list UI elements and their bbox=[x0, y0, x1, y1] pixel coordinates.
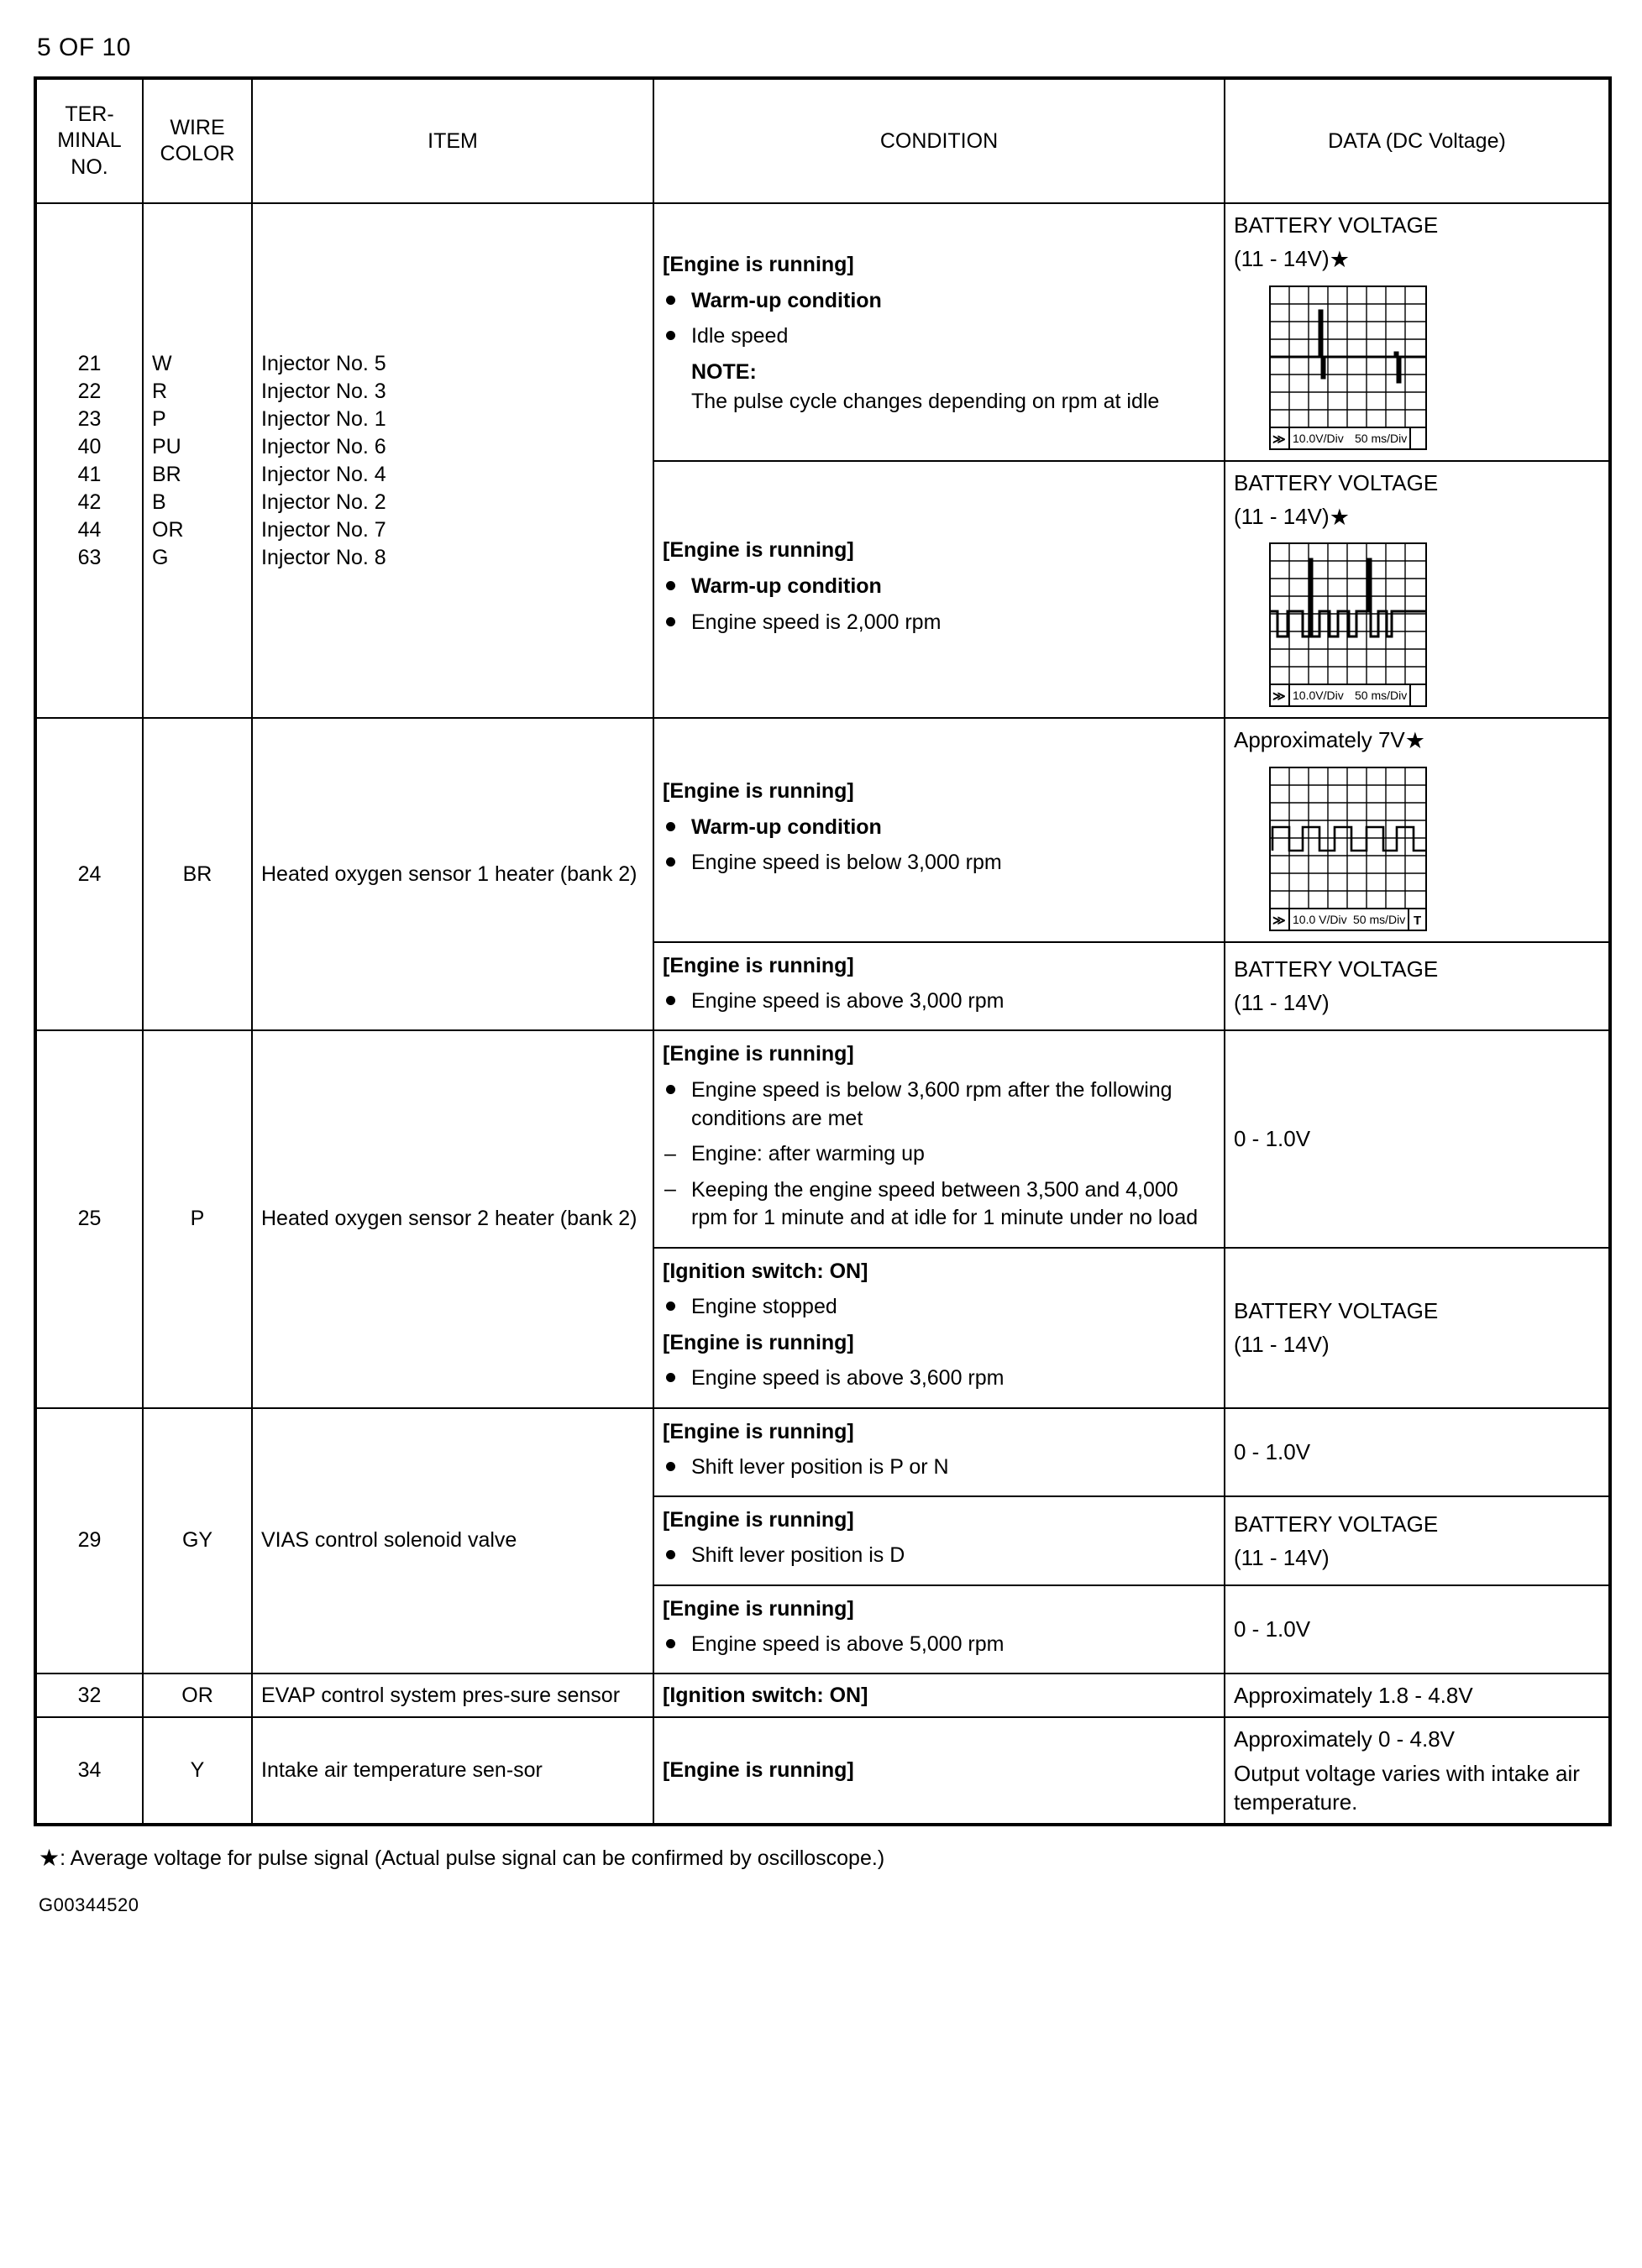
bullet-dot-icon bbox=[666, 1639, 675, 1648]
item-label: Injector No. 5 bbox=[261, 351, 386, 375]
condition-bullet-list bbox=[663, 1542, 1215, 1570]
bullet-dot-icon bbox=[666, 331, 675, 340]
item-label: Injector No. 2 bbox=[261, 490, 386, 514]
condition-subitem bbox=[663, 1140, 1215, 1169]
terminal-spec-table bbox=[34, 76, 1612, 1826]
condition-bullet-text: Idle speed bbox=[691, 324, 789, 348]
oscilloscope-figure bbox=[1269, 285, 1447, 450]
condition-bullet-text: Engine speed is above 3,000 rpm bbox=[691, 988, 1005, 1013]
condition-cell bbox=[653, 1717, 1225, 1825]
item-label: Injector No. 6 bbox=[261, 434, 386, 458]
data-voltage-range: (11 - 14V) bbox=[1234, 246, 1330, 272]
condition-bullet bbox=[663, 573, 1215, 601]
condition-cell bbox=[653, 1585, 1225, 1674]
terminal-no: 34 bbox=[35, 1717, 143, 1825]
data-title: 0 - 1.0V bbox=[1234, 1126, 1311, 1152]
item-label: Injector No. 1 bbox=[261, 406, 386, 431]
scope-time-label: 50 ms/Div bbox=[1355, 689, 1408, 703]
condition-bullet bbox=[663, 814, 1215, 842]
wire-color: B bbox=[152, 490, 166, 514]
condition-bullet bbox=[663, 322, 1215, 351]
wire-color: GY bbox=[143, 1408, 252, 1674]
condition-heading: [Engine is running] bbox=[663, 1758, 854, 1783]
terminal-no: 23 bbox=[77, 406, 102, 431]
condition-bullet-list bbox=[663, 1293, 1215, 1322]
terminal-no: 25 bbox=[35, 1030, 143, 1408]
condition-subitem bbox=[663, 1176, 1215, 1233]
data-title: BATTERY VOLTAGE bbox=[1234, 469, 1439, 495]
terminal-no: 21 bbox=[77, 351, 102, 375]
condition-heading-secondary: [Engine is running] bbox=[663, 1331, 854, 1355]
condition-bullet bbox=[663, 1364, 1215, 1393]
table-row bbox=[35, 203, 1610, 461]
table-row bbox=[35, 1030, 1610, 1248]
condition-bullet-text: Warm-up condition bbox=[691, 574, 882, 599]
bullet-dot-icon bbox=[666, 581, 675, 590]
data-cell bbox=[1225, 461, 1610, 719]
condition-heading: [Ignition switch: ON] bbox=[663, 1683, 868, 1707]
condition-heading: [Ignition switch: ON] bbox=[663, 1259, 868, 1283]
bullet-dot-icon bbox=[666, 1550, 675, 1559]
page-label: 5 OF 10 bbox=[37, 34, 131, 61]
scope-arrow-icon: ≫ bbox=[1272, 689, 1286, 704]
wire-color: P bbox=[152, 406, 166, 431]
condition-cell bbox=[653, 461, 1225, 719]
data-title: Approximately 0 - 4.8V bbox=[1234, 1726, 1456, 1752]
condition-bullet-text: Engine speed is 2,000 rpm bbox=[691, 610, 942, 634]
data-approx-value: Approximately 7V bbox=[1234, 727, 1405, 753]
bullet-dot-icon bbox=[666, 857, 675, 867]
wire-color: BR bbox=[152, 462, 181, 486]
oscilloscope-figure bbox=[1269, 767, 1447, 931]
bullet-dot-icon bbox=[666, 996, 675, 1005]
table-row bbox=[35, 1674, 1610, 1717]
condition-bullet bbox=[663, 1076, 1215, 1133]
condition-bullet bbox=[663, 1454, 1215, 1482]
data-cell bbox=[1225, 1248, 1610, 1408]
header-data: DATA (DC Voltage) bbox=[1225, 78, 1610, 203]
data-cell bbox=[1225, 1496, 1610, 1585]
terminal-no: 22 bbox=[77, 379, 102, 403]
terminal-no: 44 bbox=[77, 517, 102, 542]
condition-heading: [Engine is running] bbox=[663, 1596, 854, 1621]
data-title: 0 - 1.0V bbox=[1234, 1439, 1311, 1465]
data-cell bbox=[1225, 1717, 1610, 1825]
wire-color: G bbox=[152, 545, 169, 569]
condition-cell bbox=[653, 1674, 1225, 1717]
terminal-no: 40 bbox=[77, 434, 102, 458]
bullet-dot-icon bbox=[666, 1302, 675, 1311]
data-subtitle bbox=[1234, 244, 1600, 273]
item-label: Injector No. 4 bbox=[261, 462, 386, 486]
table-row bbox=[35, 1717, 1610, 1825]
scope-volts-label: 10.0V/Div bbox=[1293, 689, 1344, 703]
scope-svg bbox=[1269, 767, 1447, 931]
terminal-no: 32 bbox=[35, 1674, 143, 1717]
condition-bullet-list bbox=[663, 1076, 1215, 1233]
condition-bullet bbox=[663, 1542, 1215, 1570]
header-terminal-line2: MINAL bbox=[57, 128, 122, 153]
condition-cell bbox=[653, 942, 1225, 1031]
data-title bbox=[1234, 725, 1600, 754]
condition-bullet bbox=[663, 1293, 1215, 1322]
terminal-no: 41 bbox=[77, 462, 102, 486]
data-title: 0 - 1.0V bbox=[1234, 1616, 1311, 1642]
condition-bullet-list bbox=[663, 814, 1215, 877]
scope-trigger-label: T bbox=[1414, 913, 1422, 928]
item-label: VIAS control solenoid valve bbox=[252, 1408, 653, 1674]
data-cell bbox=[1225, 942, 1610, 1031]
header-condition: CONDITION bbox=[653, 78, 1225, 203]
bullet-dot-icon bbox=[666, 822, 675, 831]
data-cell bbox=[1225, 1674, 1610, 1717]
item-label: Heated oxygen sensor 1 heater (bank 2) bbox=[252, 718, 653, 1030]
terminal-no: 29 bbox=[35, 1408, 143, 1674]
item-label: Injector No. 8 bbox=[261, 545, 386, 569]
bullet-dot-icon bbox=[666, 1462, 675, 1471]
condition-heading: [Engine is running] bbox=[663, 1042, 854, 1066]
data-cell bbox=[1225, 1030, 1610, 1248]
header-terminal-line3: NO. bbox=[71, 155, 108, 179]
bullet-dot-icon bbox=[666, 1085, 675, 1094]
condition-cell bbox=[653, 1030, 1225, 1248]
condition-bullet bbox=[663, 987, 1215, 1016]
condition-bullet-list bbox=[663, 1454, 1215, 1482]
data-title: BATTERY VOLTAGE bbox=[1234, 956, 1439, 982]
note-block bbox=[663, 359, 1215, 416]
wire-color: PU bbox=[152, 434, 181, 458]
wire-color-list bbox=[143, 203, 252, 718]
condition-heading: [Engine is running] bbox=[663, 252, 854, 276]
data-description: Output voltage varies with intake air temperature. bbox=[1234, 1760, 1580, 1815]
bullet-dot-icon bbox=[666, 617, 675, 626]
condition-bullet bbox=[663, 609, 1215, 637]
condition-bullet-text: Engine speed is below 3,000 rpm bbox=[691, 851, 1002, 875]
data-cell bbox=[1225, 718, 1610, 941]
condition-bullet-list bbox=[663, 1631, 1215, 1659]
condition-heading: [Engine is running] bbox=[663, 538, 854, 563]
scope-arrow-icon: ≫ bbox=[1272, 432, 1286, 447]
condition-bullet-text: Engine speed is below 3,600 rpm after the following conditions are met bbox=[691, 1078, 1172, 1130]
condition-heading: [Engine is running] bbox=[663, 1508, 854, 1532]
dash-marker-icon: – bbox=[664, 1141, 676, 1165]
scope-volts-label: 10.0V/Div bbox=[1293, 431, 1344, 445]
wire-color: OR bbox=[152, 517, 184, 542]
star-icon: ★ bbox=[39, 1845, 60, 1872]
data-voltage-range: (11 - 14V) bbox=[1234, 1332, 1330, 1358]
item-label: Injector No. 3 bbox=[261, 379, 386, 403]
header-wire-line2: COLOR bbox=[160, 142, 235, 165]
bullet-dot-icon bbox=[666, 296, 675, 305]
condition-cell bbox=[653, 1408, 1225, 1497]
wire-color: P bbox=[143, 1030, 252, 1408]
condition-bullet bbox=[663, 849, 1215, 877]
dash-marker-icon: – bbox=[664, 1177, 676, 1202]
terminal-no: 24 bbox=[35, 718, 143, 1030]
footnote-text: : Average voltage for pulse signal (Actual pulse signal can be confirmed by oscilloscope.) bbox=[60, 1846, 885, 1871]
note-title: NOTE: bbox=[691, 359, 757, 384]
table-header-row bbox=[35, 78, 1610, 203]
condition-bullet-list-secondary bbox=[663, 1364, 1215, 1393]
condition-cell bbox=[653, 203, 1225, 461]
condition-bullet-text: Shift lever position is P or N bbox=[691, 1454, 949, 1479]
header-item: ITEM bbox=[252, 78, 653, 203]
scope-volts-label: 10.0 V/Div bbox=[1293, 912, 1347, 926]
wire-color: R bbox=[152, 379, 168, 403]
star-icon: ★ bbox=[1329, 504, 1350, 530]
data-subtitle bbox=[1234, 502, 1600, 531]
bullet-dot-icon bbox=[666, 1373, 675, 1382]
data-title: BATTERY VOLTAGE bbox=[1234, 1297, 1439, 1323]
condition-bullet-text: Engine speed is above 5,000 rpm bbox=[691, 1632, 1005, 1656]
data-title: Approximately 1.8 - 4.8V bbox=[1234, 1683, 1473, 1709]
header-terminal-line1: TER- bbox=[65, 102, 114, 127]
data-cell bbox=[1225, 203, 1610, 461]
condition-bullet-text: Warm-up condition bbox=[691, 288, 882, 312]
item-list bbox=[252, 203, 653, 718]
condition-bullet bbox=[663, 1631, 1215, 1659]
condition-bullet-list bbox=[663, 987, 1215, 1016]
data-title: BATTERY VOLTAGE bbox=[1234, 212, 1439, 238]
scope-time-label: 50 ms/Div bbox=[1355, 431, 1408, 445]
star-icon: ★ bbox=[1329, 247, 1350, 273]
condition-heading: [Engine is running] bbox=[663, 1419, 854, 1443]
condition-cell bbox=[653, 1248, 1225, 1408]
header-wire-line1: WIRE bbox=[170, 115, 225, 139]
condition-subitem-text: Keeping the engine speed between 3,500 and 4,000 rpm for 1 minute and at idle for 1 minute under no load bbox=[691, 1177, 1199, 1230]
condition-cell bbox=[653, 1496, 1225, 1585]
wire-color: Y bbox=[143, 1717, 252, 1825]
condition-bullet-text: Engine stopped bbox=[691, 1294, 837, 1318]
condition-bullet-list bbox=[663, 573, 1215, 636]
item-label: Intake air temperature sen-sor bbox=[252, 1717, 653, 1825]
star-icon: ★ bbox=[1404, 728, 1425, 754]
condition-bullet-text: Shift lever position is D bbox=[691, 1543, 905, 1568]
oscilloscope-figure bbox=[1269, 542, 1447, 707]
data-title: BATTERY VOLTAGE bbox=[1234, 1511, 1439, 1537]
condition-heading: [Engine is running] bbox=[663, 953, 854, 977]
wire-color: W bbox=[152, 351, 172, 375]
data-voltage-range: (11 - 14V) bbox=[1234, 503, 1330, 529]
scope-arrow-icon: ≫ bbox=[1272, 913, 1286, 928]
condition-cell bbox=[653, 718, 1225, 941]
item-label: EVAP control system pres-sure sensor bbox=[252, 1674, 653, 1717]
condition-bullet-text: Engine speed is above 3,600 rpm bbox=[691, 1366, 1005, 1391]
note-text: The pulse cycle changes depending on rpm at idle bbox=[691, 389, 1160, 413]
terminal-no: 42 bbox=[77, 490, 102, 514]
data-cell bbox=[1225, 1585, 1610, 1674]
terminal-no-list bbox=[35, 203, 143, 718]
condition-heading: [Engine is running] bbox=[663, 778, 854, 803]
table-row bbox=[35, 1408, 1610, 1497]
data-cell bbox=[1225, 1408, 1610, 1497]
data-voltage-range: (11 - 14V) bbox=[1234, 1544, 1330, 1570]
condition-bullet-text: Warm-up condition bbox=[691, 814, 882, 839]
wire-color: BR bbox=[143, 718, 252, 1030]
document-id: G00344520 bbox=[39, 1893, 139, 1915]
scope-time-label: 50 ms/Div bbox=[1353, 912, 1406, 926]
header-terminal-no bbox=[35, 78, 143, 203]
condition-bullet-list bbox=[663, 287, 1215, 351]
table-row bbox=[35, 718, 1610, 941]
scope-svg bbox=[1269, 542, 1447, 707]
scope-svg bbox=[1269, 285, 1447, 450]
item-label: Injector No. 7 bbox=[261, 517, 386, 542]
wire-color: OR bbox=[143, 1674, 252, 1717]
data-voltage-range: (11 - 14V) bbox=[1234, 990, 1330, 1016]
header-wire-color bbox=[143, 78, 252, 203]
item-label: Heated oxygen sensor 2 heater (bank 2) bbox=[252, 1030, 653, 1408]
footnote bbox=[39, 1845, 1608, 1873]
condition-subitem-text: Engine: after warming up bbox=[691, 1142, 925, 1166]
terminal-no: 63 bbox=[77, 545, 102, 569]
condition-bullet bbox=[663, 287, 1215, 316]
